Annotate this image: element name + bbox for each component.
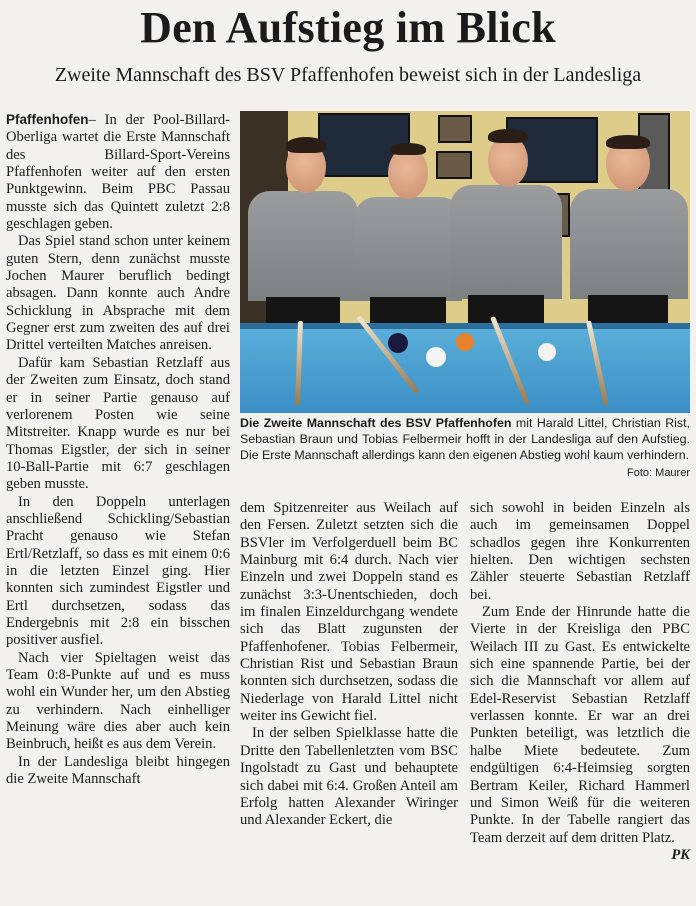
paragraph: sich sowohl in beiden Einzeln als auch im gemeinsamen Doppel schadlos gegen ihre Konkurrenten hielten. Den wichtigen sechsten Zähler steuerte Sebastian Retzlaff bei.	[470, 500, 690, 603]
caption-text: mit Harald Littel, Christian Rist, Sebastian Braun und Tobias Felbermeir hofft in der Landesliga auf den Aufstieg. Die Erste Mannschaft allerdings kann den eigenen Abstieg wohl kaum verhindern.	[240, 416, 690, 463]
caption-lead: Die Zweite Mannschaft des BSV Pfaffenhofen	[240, 416, 512, 430]
team-photo	[240, 111, 690, 413]
paragraph: Pfaffenhofen– In der Pool-Billard-Oberliga wartet die Erste Mannschaft des Billard-Sport-Vereins Pfaffenhofen weiter auf den ersten Punktgewinn. Beim PBC Passau musste sich das Quintett zuletzt 2:8 geschlagen geben.	[6, 112, 230, 233]
paragraph: Das Spiel stand schon unter keinem guten Stern, denn zunächst musste Jochen Maurer beruflich bedingt absagen. Dann konnte auch Andre Schicklung in Absprache mit dem Gegner erst zum zweiten des auf drei Drittel verteilten Matches anreisen.	[6, 233, 230, 354]
photo-credit: Foto: Maurer	[627, 467, 690, 479]
photo-caption	[240, 415, 690, 463]
paragraph: Zum Ende der Hinrunde hatte die Vierte in der Kreisliga den PBC Weilach III zu Gast. Es entwickelte sich eine spannende Partie, bei der sich die Mannschaft vor allem auf Edel-Reservist Sebastian Retzlaff verlassen konnte. Er war an drei Punkten beteiligt, was letztlich die halbe Miete bedeutete. Zum endgültigen 6:4-Heimsieg sorgten Bertram Keiler, Richard Hammerl und Simon Weiß für die weiteren Punkte. In der Tabelle rangiert das Team derzeit auf dem dritten Platz.	[470, 604, 690, 846]
author-initials: PK	[671, 846, 690, 863]
article-column-3	[470, 500, 690, 864]
subheadline: Zweite Mannschaft des BSV Pfaffenhofen beweist sich in der Landesliga	[54, 64, 642, 86]
headline: Den Aufstieg im Blick	[140, 3, 556, 52]
paragraph: dem Spitzenreiter aus Weilach auf den Fersen. Zuletzt setzten sich die BSVler im Verfolgerduell beim BC Mainburg mit 6:4 durch. Nach vier Einzeln und zwei Doppeln stand es zunächst 3:3-Unentschieden, doch im finalen Einzeldurchgang wendete sich das Blatt zugunsten der Pfaffenhofener. Tobias Felbermeir, Christian Rist und Sebastian Braun konnten sich durchsetzen, sodass die Niederlage von Harald Littel nicht weiter ins Gewicht fiel.	[240, 500, 458, 725]
article-column-2	[240, 500, 458, 830]
paragraph: In der selben Spielklasse hatte die Dritte den Tabellenletzten vom BSC Ingolstadt zu Gast und behauptete sich dabei mit 6:4. Großen Anteil am Erfolg hatten Alexander Wiringer und Alexander Eckert, die	[240, 725, 458, 829]
paragraph: Dafür kam Sebastian Retzlaff aus der Zweiten zum Einsatz, doch stand er in seiner Partie genauso auf verlorenem Posten wie seine Mitstreiter. Knapp wurde es nur bei Thomas Eigstler, der sich in seiner 10-Ball-Partie mit 6:7 geschlagen geben musste.	[6, 354, 230, 493]
paragraph: In den Doppeln unterlagen anschließend Schickling/Sebastian Pracht genauso wie Stefan Ertl/Retzlaff, so dass es mit einem 0:6 in die letzten Einzel ging. Hier konnten sich zumindest Eigstler und Ertl durchsetzen, sodass das Endergebnis mit 2:8 ein bisschen positiver ausfiel.	[6, 493, 230, 649]
dateline: Pfaffenhofen	[6, 112, 89, 127]
paragraph: In der Landesliga bleibt hingegen die Zweite Mannschaft	[6, 753, 230, 788]
article-column-1	[6, 111, 230, 788]
paragraph: Nach vier Spieltagen weist das Team 0:8-Punkte auf und es muss wohl ein Wunder her, um den Abstieg zu verhindern. Nach einhelliger Meinung wäre dies aber auch kein Beinbruch, heißt es aus dem Verein.	[6, 649, 230, 753]
